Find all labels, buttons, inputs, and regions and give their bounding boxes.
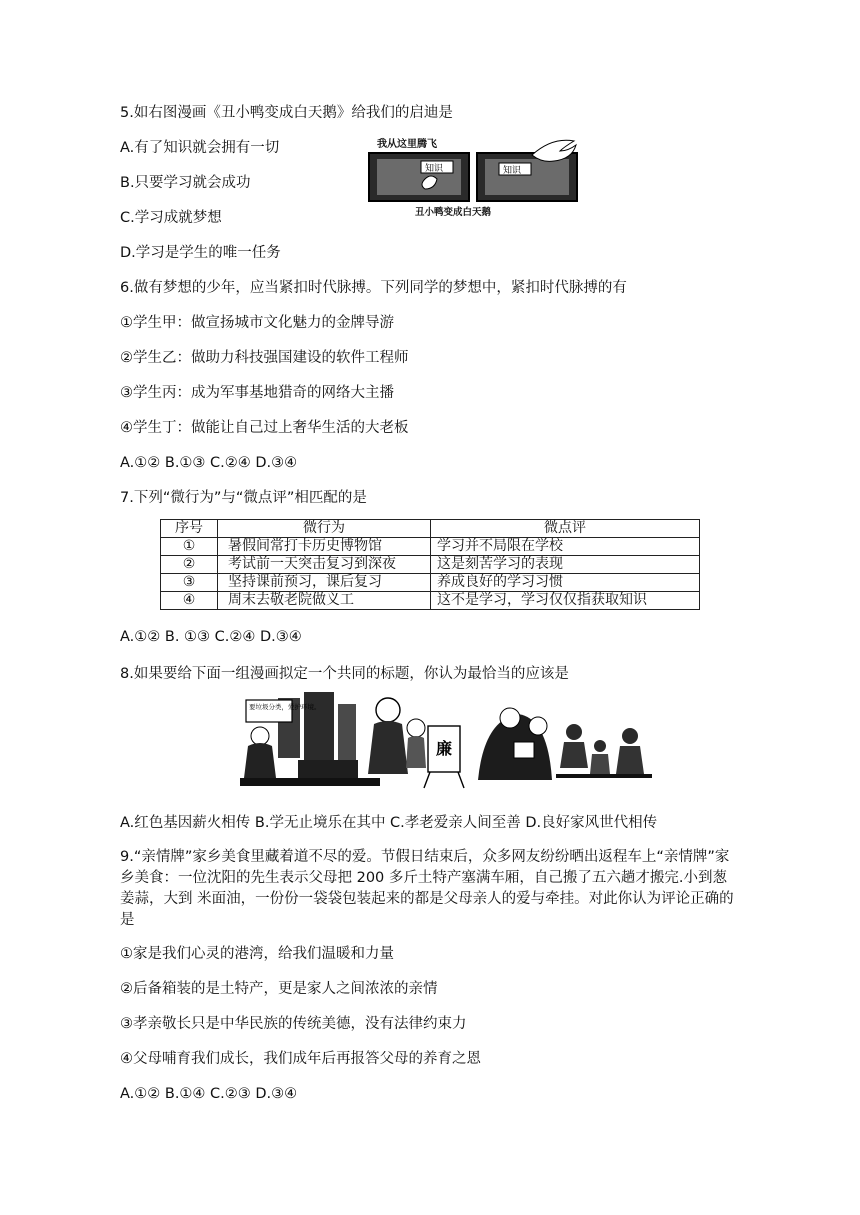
- cartoon-board-char: 廉: [436, 739, 453, 758]
- ugly-duckling-cartoon: [367, 135, 587, 217]
- table-cell: ①: [161, 538, 218, 556]
- table-header-cell: 序号: [161, 520, 218, 538]
- table-cell: 坚持课前预习，课后复习: [218, 574, 431, 592]
- table-cell: 学习并不局限在学校: [431, 538, 700, 556]
- q9-item-2: ②后备箱装的是土特产，更是家人之间浓浓的亲情: [120, 981, 438, 997]
- q9-stem: 9.“亲情牌”家乡美食里藏着道不尽的爱。节假日结束后，众多网友纷纷晒出返程车上“亲情牌”家乡美食：一位沈阳的先生表示父母把 200 多斤土特产塞满车厢，自己搬了五六趟才搬完.小到葱姜蒜，大到 米面油，一份份一袋袋包装起来的都是父母亲人的爱与牵挂。对此你认为评论正确的是: [120, 849, 734, 928]
- q5-stem: 5.如右图漫画《丑小鸭变成白天鹅》给我们的启迪是: [120, 105, 453, 121]
- cartoon-right-book-label: 知识: [503, 166, 522, 176]
- table-row: [161, 538, 700, 556]
- cartoon-caption: 丑小鸭变成白天鹅: [415, 207, 492, 217]
- q5-option-c: C.学习成就梦想: [120, 210, 222, 226]
- cartoon-sign-text: 要垃圾分类，爱护环境。: [249, 703, 321, 711]
- q9-item-3: ③孝亲敬长只是中华民族的传统美德，没有法律约束力: [120, 1016, 467, 1032]
- table-header-cell: 微行为: [218, 520, 431, 538]
- family-tradition-cartoons: [238, 690, 658, 792]
- cartoon-left-book-label: 知识: [425, 164, 444, 174]
- q6-item-2: ②学生乙：做助力科技强国建设的软件工程师: [120, 350, 409, 366]
- table-cell: ④: [161, 592, 218, 610]
- table-cell: ③: [161, 574, 218, 592]
- cartoon-top-text: 我从这里腾飞: [377, 139, 437, 150]
- table-header-row: [161, 520, 700, 538]
- q6-answers: A.①② B.①③ C.②④ D.③④: [120, 455, 298, 471]
- q7-stem: 7.下列“微行为”与“微点评”相匹配的是: [120, 490, 367, 506]
- q5-option-d: D.学习是学生的唯一任务: [120, 245, 281, 261]
- q8-answers: A.红色基因薪火相传 B.学无止境乐在其中 C.孝老爱亲人间至善 D.良好家风世代相传: [120, 815, 658, 831]
- q6-item-4: ④学生丁：做能让自己过上奢华生活的大老板: [120, 420, 409, 436]
- q9-item-1: ①家是我们心灵的港湾，给我们温暖和力量: [120, 946, 394, 962]
- q5-option-a: A.有了知识就会拥有一切: [120, 140, 280, 156]
- table-row: [161, 556, 700, 574]
- table-row: [161, 574, 700, 592]
- table-cell: 养成良好的学习习惯: [431, 574, 700, 592]
- table-cell: 这不是学习，学习仅仅指获取知识: [431, 592, 700, 610]
- q6-item-1: ①学生甲：做宣扬城市文化魅力的金牌导游: [120, 315, 394, 331]
- table-cell: ②: [161, 556, 218, 574]
- q6-item-3: ③学生丙：成为军事基地猎奇的网络大主播: [120, 385, 394, 401]
- table-cell: 周末去敬老院做义工: [218, 592, 431, 610]
- table-cell: 暑假间常打卡历史博物馆: [218, 538, 431, 556]
- q9-answers: A.①② B.①④ C.②③ D.③④: [120, 1086, 298, 1102]
- q9-item-4: ④父母哺育我们成长，我们成年后再报答父母的养育之恩: [120, 1051, 481, 1067]
- cartoon-panel-environment: [240, 692, 380, 786]
- table-header-cell: 微点评: [431, 520, 700, 538]
- table-cell: 这是刻苦学习的表现: [431, 556, 700, 574]
- q8-stem: 8.如果要给下面一组漫画拟定一个共同的标题，你认为最恰当的应该是: [120, 666, 569, 682]
- q6-stem: 6.做有梦想的少年，应当紧扣时代脉搏。下列同学的梦想中，紧扣时代脉搏的有: [120, 280, 627, 296]
- q7-answers: A.①② B. ①③ C.②④ D.③④: [120, 629, 302, 645]
- cartoon-panel-reading: [478, 708, 552, 780]
- cartoon-panel-calligraphy: [368, 698, 464, 788]
- q7-table: [160, 519, 700, 610]
- q5-option-b: B.只要学习就会成功: [120, 175, 251, 191]
- cartoon-panel-family: [556, 724, 652, 778]
- table-cell: 考试前一天突击复习到深夜: [218, 556, 431, 574]
- table-row: [161, 592, 700, 610]
